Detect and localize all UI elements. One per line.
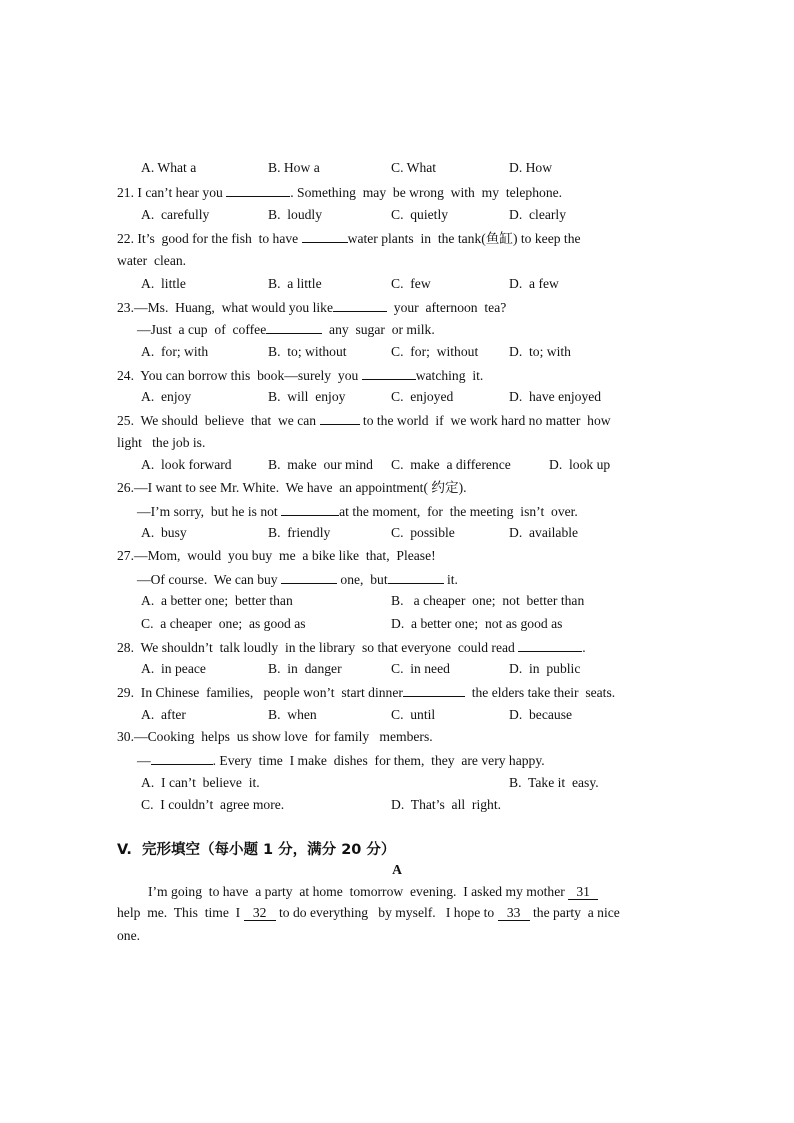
- passage-label: A: [392, 862, 402, 877]
- q29-blank: [403, 683, 465, 697]
- q24-stem: 24. You can borrow this book—surely you watching it.: [117, 368, 484, 383]
- q22-option-a: A. little: [141, 276, 186, 291]
- q20-option-c: C. What: [391, 160, 437, 175]
- q23-option-b: B. to; without: [268, 344, 347, 359]
- q23-blank-1: [333, 298, 387, 312]
- q22-stem-cont: water clean.: [117, 253, 187, 268]
- q26-option-d: D. available: [509, 525, 579, 540]
- q27-option-a: A. a better one; better than: [141, 593, 293, 608]
- q27-option-c: C. a cheaper one; as good as: [141, 616, 306, 631]
- q21-blank: [226, 183, 290, 197]
- q26-stem: 26.—I want to see Mr. White. We have an appointment( 约定).: [117, 480, 467, 495]
- q28-option-a: A. in peace: [141, 661, 206, 676]
- q26-blank: [281, 502, 339, 516]
- q25-stem: 25. We should believe that we can to the world if we work hard no matter how: [117, 413, 611, 428]
- q22-option-c: C. few: [391, 276, 431, 291]
- q27-stem: 27.—Mom, would you buy me a bike like that, Please!: [117, 548, 436, 563]
- q30-option-d: D. That’s all right.: [391, 797, 501, 812]
- q21-option-b: B. loudly: [268, 207, 323, 222]
- q21-option-d: D. clearly: [509, 207, 566, 222]
- q30-option-c: C. I couldn’t agree more.: [141, 797, 285, 812]
- q20-option-d: D. How: [509, 160, 553, 175]
- q29-option-d: D. because: [509, 707, 573, 722]
- q23-option-d: D. to; with: [509, 344, 571, 359]
- q22-blank: [302, 229, 348, 243]
- q24-option-a: A. enjoy: [141, 389, 192, 404]
- q23-stem: 23.—Ms. Huang, what would you like your afternoon tea?: [117, 300, 507, 315]
- q20-option-b: B. How a: [268, 160, 320, 175]
- q30-option-a: A. I can’t believe it.: [141, 775, 260, 790]
- q26-option-c: C. possible: [391, 525, 455, 540]
- q24-option-d: D. have enjoyed: [509, 389, 602, 404]
- q25-option-c: C. make a difference: [391, 457, 511, 472]
- q25-blank: [320, 411, 360, 425]
- q27-option-d: D. a better one; not as good as: [391, 616, 563, 631]
- q27-response: —Of course. We can buy one, but it.: [137, 572, 458, 587]
- q27-blank-1: [281, 570, 337, 584]
- q27-blank-2: [388, 570, 444, 584]
- q30-stem: 30.—Cooking helps us show love for family members.: [117, 729, 433, 744]
- q24-option-c: C. enjoyed: [391, 389, 454, 404]
- passage-line-2: help me. This time I 32 to do everything by myself. I hope to 33 the party a nice: [117, 905, 620, 920]
- q25-stem-cont: light the job is.: [117, 435, 206, 450]
- q21-option-a: A. carefully: [141, 207, 210, 222]
- q29-option-b: B. when: [268, 707, 317, 722]
- q28-option-d: D. in public: [509, 661, 581, 676]
- q24-blank: [362, 366, 416, 380]
- q27-option-b: B. a cheaper one; not better than: [391, 593, 585, 608]
- blank-31: 31: [568, 885, 598, 900]
- q28-option-b: B. in danger: [268, 661, 342, 676]
- q29-option-c: C. until: [391, 707, 436, 722]
- q28-blank: [518, 638, 582, 652]
- q22-option-b: B. a little: [268, 276, 322, 291]
- q26-option-a: A. busy: [141, 525, 187, 540]
- q23-blank-2: [266, 320, 322, 334]
- q28-stem: 28. We shouldn’t talk loudly in the library so that everyone could read .: [117, 640, 586, 655]
- q26-response: —I’m sorry, but he is not at the moment, for the meeting isn’t over.: [137, 504, 578, 519]
- section-title: V. 完形填空（每小题 1 分，满分 20 分）: [117, 842, 396, 858]
- q30-option-b: B. Take it easy.: [509, 775, 599, 790]
- blank-32: 32: [244, 906, 276, 921]
- q30-response: — . Every time I make dishes for them, they are very happy.: [137, 753, 545, 768]
- q22-option-d: D. a few: [509, 276, 559, 291]
- passage-line-1: I’m going to have a party at home tomorrow evening. I asked my mother 31: [148, 883, 598, 901]
- q25-option-d: D. look up: [549, 457, 611, 472]
- q23-option-a: A. for; with: [141, 344, 209, 359]
- blank-33: 33: [498, 906, 530, 921]
- q26-option-b: B. friendly: [268, 525, 331, 540]
- q22-stem: 22. It’s good for the fish to have water plants in the tank(鱼缸) to keep the: [117, 231, 581, 246]
- passage-line-3: one.: [117, 928, 141, 943]
- q29-stem: 29. In Chinese families, people won’t start dinner the elders take their seats.: [117, 685, 616, 700]
- q28-option-c: C. in need: [391, 661, 450, 676]
- q24-option-b: B. will enjoy: [268, 389, 346, 404]
- q29-option-a: A. after: [141, 707, 186, 722]
- q20-option-a: A. What a: [141, 160, 197, 175]
- q25-option-a: A. look forward: [141, 457, 232, 472]
- q23-response: —Just a cup of coffee any sugar or milk.: [137, 322, 435, 337]
- q25-option-b: B. make our mind: [268, 457, 373, 472]
- q21-option-c: C. quietly: [391, 207, 449, 222]
- q30-blank: [151, 751, 213, 765]
- q23-option-c: C. for; without: [391, 344, 479, 359]
- q21-stem: 21. I can’t hear you . Something may be wrong with my telephone.: [117, 185, 563, 200]
